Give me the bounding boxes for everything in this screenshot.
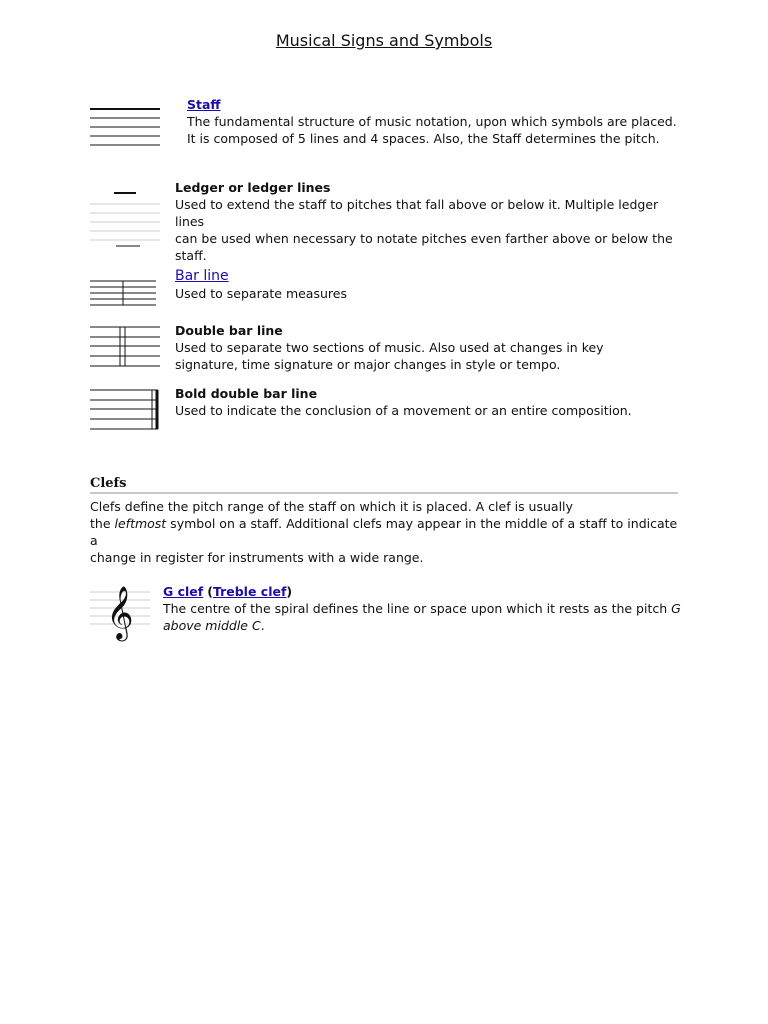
leftmost-emphasis: leftmost [114,516,167,531]
ledger-desc-line-2: can be used when necessary to notate pitches even farther above or below the [175,231,673,246]
ledger-lines-icon [90,192,162,250]
bar-line-link[interactable]: Bar line [175,268,229,284]
clefs-para-line-3: change in register for instruments with a wide range. [90,550,424,565]
bold-double-bar-line-desc-line-1: Used to indicate the conclusion of a movement or an entire composition. [175,403,632,418]
ledger-entry [175,179,685,264]
clefs-paragraph [90,498,680,566]
double-bar-line-desc-line-2: signature, time signature or major changes in style or tempo. [175,357,561,372]
bar-line-desc-line-1: Used to separate measures [175,286,347,301]
staff-desc-line-1: The fundamental structure of music notation, upon which symbols are placed. [187,114,677,129]
paren-open: ( [207,584,213,599]
paren-close: ) [286,584,293,599]
bold-double-bar-line-icon [90,389,162,431]
double-bar-line-heading: Double bar line [175,323,283,338]
bold-double-bar-line-heading: Bold double bar line [175,386,318,401]
double-bar-line-icon [90,326,162,368]
double-bar-line-desc-line-1: Used to separate two sections of music. Also used at changes in key [175,340,604,355]
page-title: Musical Signs and Symbols [275,31,493,50]
staff-icon [90,108,162,148]
g-clef-desc-line-2: above middle C. [163,618,265,633]
staff-desc-line-2: It is composed of 5 lines and 4 spaces. Also, the Staff determines the pitch. [187,131,660,146]
g-clef-heading [163,583,683,600]
ledger-heading: Ledger or ledger lines [175,180,331,195]
section-divider [90,492,678,494]
ledger-desc-line-1: Used to extend the staff to pitches that fall above or below it. Multiple ledger lines [175,197,659,229]
ledger-desc-line-3: staff. [175,248,207,263]
clefs-section-heading: Clefs [90,476,127,491]
bold-double-bar-line-entry [175,385,685,419]
bar-line-icon [90,280,160,308]
staff-link[interactable]: Staff [187,97,221,112]
bar-line-entry [175,268,685,302]
g-clef-link[interactable]: G clef [163,584,204,599]
g-clef-entry [163,583,683,634]
clefs-para-line-2: the leftmost symbol on a staff. Additional clefs may appear in the middle of a staff to indicate a [90,516,678,548]
g-clef-desc-line-1: The centre of the spiral defines the line or space upon which it rests as the pitch G [163,601,681,616]
g-clef-icon [90,582,152,638]
treble-clef-glyph: 𝄞 [106,585,134,639]
double-bar-line-entry [175,322,685,373]
clefs-para-line-1: Clefs define the pitch range of the staff on which it is placed. A clef is usually [90,499,573,514]
treble-clef-link[interactable]: Treble clef [212,584,287,599]
staff-entry [187,96,687,147]
